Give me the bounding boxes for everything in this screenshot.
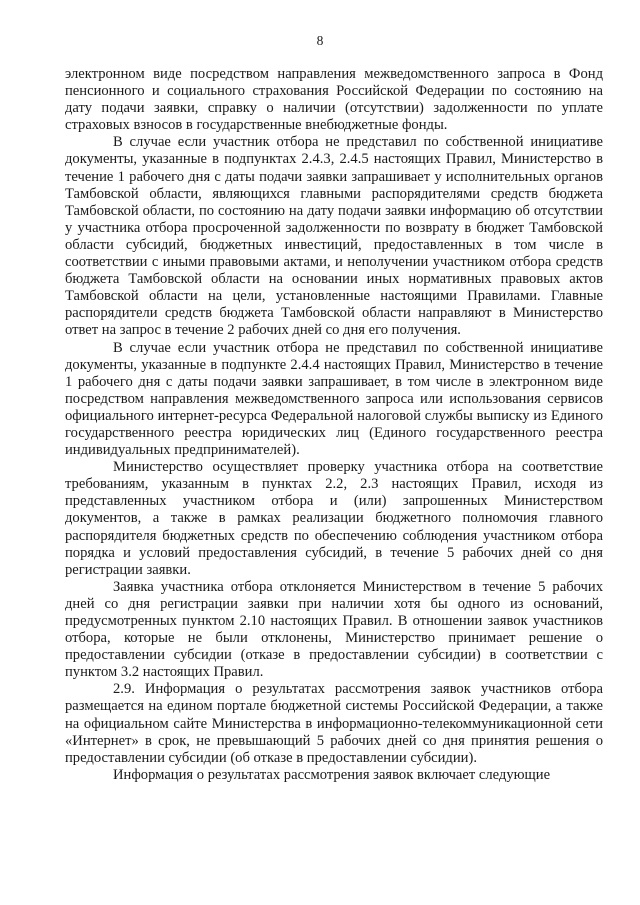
paragraph-continuation: электронном виде посредством направления межведомственного запроса в Фонд пенсионного и социального страхования Российской Федерации по состоянию на дату подачи заявки, справку о наличии (отсутствии) задолженности по уплате страховых взносов в государственные внебюджетные фонды. [65, 66, 603, 134]
paragraph-2-9-results-publication: 2.9. Информация о результатах рассмотрения заявок участников отбора размещается на едином портале бюджетной системы Российской Федерации, а также на официальном сайте Министерства в информационно-телекоммуникационной сети «Интернет» в срок, не превышающий 5 рабочих дней со дня принятия решения о предоставлении субсидии (об отказе в предоставлении субсидии). [65, 681, 603, 766]
document-body [65, 66, 603, 784]
paragraph-verification: Министерство осуществляет проверку участника отбора на соответствие требованиям, указанным в пунктах 2.2, 2.3 настоящих Правил, исходя из представленных участником отбора и (или) запрошенных Министерством документов, а также в рамках реализации бюджетного полномочия главного распорядителя бюджетных средств по обеспечению соблюдения участником отбора порядка и условий предоставления субсидий, в течение 5 рабочих дней со дня регистрации заявки. [65, 459, 603, 578]
paragraph-registry-extract: В случае если участник отбора не представил по собственной инициативе документы, указанные в подпункте 2.4.4 настоящих Правил, Министерство в течение 1 рабочего дня с даты подачи заявки запрашивает, в том числе в электронном виде посредством направления межведомственного запроса или использования сервисов официального интернет-ресурса Федеральной налоговой службы выписку из Единого государственного реестра юридических лиц (Единого государственного реестра индивидуальных предпринимателей). [65, 339, 603, 459]
paragraph-regional-request: В случае если участник отбора не представил по собственной инициативе документы, указанные в подпунктах 2.4.3, 2.4.5 настоящих Правил, Министерство в течение 1 рабочего дня с даты подачи заявки запрашивает у исполнительных органов Тамбовской области, являющихся главными распорядителями средств бюджета Тамбовской области, по состоянию на дату подачи заявки информацию об отсутствии у участника отбора просроченной задолженности по возврату в бюджет Тамбовской области субсидий, бюджетных инвестиций, предоставленных в том числе в соответствии с иными правовыми актами, и неполучении участником отбора средств бюджета Тамбовской области на основании иных нормативных правовых актов Тамбовской области на цели, установленные настоящими Правилами. Главные распорядители средств бюджета Тамбовской области направляют в Министерство ответ на запрос в течение 2 рабочих дней со дня его получения. [65, 134, 603, 339]
page-number: 8 [316, 33, 324, 48]
paragraph-results-contents: Информация о результатах рассмотрения заявок включает следующие [113, 766, 551, 783]
paragraph-rejection: Заявка участника отбора отклоняется Министерством в течение 5 рабочих дней со дня регистрации заявки при наличии хотя бы одного из оснований, предусмотренных пунктом 2.10 настоящих Правил. В отношении заявок участников отбора, которые не были отклонены, Министерство принимает решение о предоставлении субсидии (отказе в предоставлении субсидии) в соответствии с пунктом 3.2 настоящих Правил. [65, 578, 603, 681]
